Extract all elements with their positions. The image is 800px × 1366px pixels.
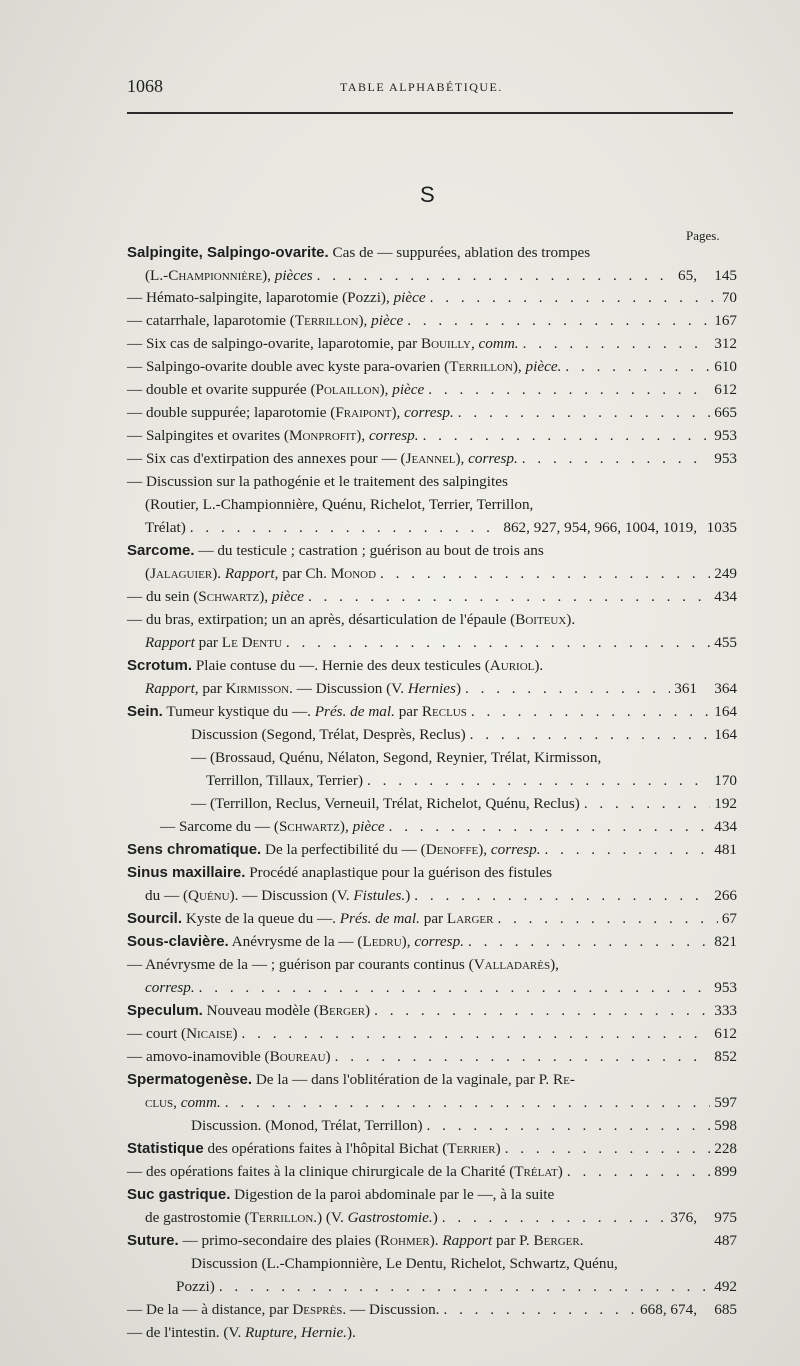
- index-line: Spermatogenèse. De la — dans l'oblitération de la vaginale, par P. Re-: [127, 1071, 575, 1088]
- index-line: Terrillon, Tillaux, Terrier) . . . 170: [206, 770, 737, 792]
- index-line: Pozzi) . . . 492: [176, 1276, 737, 1298]
- index-line: Speculum. Nouveau modèle (Berger) . . . 333: [127, 1000, 737, 1022]
- index-line: Discussion. (Monod, Trélat, Terrillon) . . . 598: [191, 1115, 737, 1137]
- index-line: (L.-Championnière), pièces . . . 65, 145: [145, 265, 737, 287]
- index-line: Rapport, par Kirmisson. — Discussion (V. Hernies) . . . 361 364: [145, 678, 737, 700]
- index-line: — Six cas d'extirpation des annexes pour — (Jeannel), corresp. . . . 953: [127, 448, 737, 470]
- index-line: — double et ovarite suppurée (Polaillon), pièce . . . 612: [127, 379, 737, 401]
- index-line: de gastrostomie (Terrillon.) (V. Gastrostomie.) . . . 376, 975: [145, 1207, 737, 1229]
- index-line: (Jalaguier). Rapport, par Ch. Monod . . . 249: [145, 563, 737, 585]
- index-line: — (Brossaud, Quénu, Nélaton, Segond, Reynier, Trélat, Kirmisson,: [191, 749, 602, 766]
- index-line: clus, comm. . . . 597: [145, 1092, 737, 1114]
- index-line: — catarrhale, laparotomie (Terrillon), pièce . . . 167: [127, 310, 737, 332]
- index-line: corresp. . . . 953: [145, 977, 737, 999]
- index-line: Suc gastrique. Digestion de la paroi abdominale par le —, à la suite: [127, 1186, 555, 1203]
- index-line: — du sein (Schwartz), pièce . . . 434: [127, 586, 737, 608]
- index-line: — de l'intestin. (V. Rupture, Hernie.).: [127, 1324, 356, 1341]
- entry-headword: Sous-clavière.: [127, 933, 229, 950]
- index-line: — Salpingites et ovarites (Monprofit), corresp. . . . 953: [127, 425, 737, 447]
- index-line: Trélat) . . . 862, 927, 954, 966, 1004, 1019, 1035: [145, 517, 737, 539]
- index-line: Statistique des opérations faites à l'hôpital Bichat (Terrier) . . . 228: [127, 1138, 737, 1160]
- index-line: (Routier, L.-Championnière, Quénu, Richelot, Terrier, Terrillon,: [145, 496, 534, 513]
- index-line: — court (Nicaise) . . . 612: [127, 1023, 737, 1045]
- index-line: Sous-clavière. Anévrysme de la — (Ledru), corresp. . . . 821: [127, 931, 737, 953]
- entry-headword: Spermatogenèse.: [127, 1071, 253, 1088]
- entry-headword: Sens chromatique.: [127, 841, 262, 858]
- index-line: Discussion (L.-Championnière, Le Dentu, Richelot, Schwartz, Quénu,: [191, 1255, 618, 1272]
- page-title: TABLE ALPHABÉTIQUE.: [340, 80, 503, 94]
- index-line: Rapport par Le Dentu . . . 455: [145, 632, 737, 654]
- entry-headword: Sinus maxillaire.: [127, 864, 246, 881]
- index-line: Suture. — primo-secondaire des plaies (Rohmer). Rapport par P. Berger. 487: [127, 1232, 737, 1249]
- index-line: — Salpingo-ovarite double avec kyste para-ovarien (Terrillon), pièce. . . . 610: [127, 356, 737, 378]
- index-line: Sein. Tumeur kystique du —. Prés. de mal. par Reclus . . . 164: [127, 701, 737, 723]
- entry-headword: Suc gastrique.: [127, 1186, 231, 1203]
- index-line: — du bras, extirpation; un an après, désarticulation de l'épaule (Boiteux).: [127, 611, 576, 628]
- index-line: Sourcil. Kyste de la queue du —. Prés. de mal. par Larger . . . 67: [127, 908, 737, 930]
- index-line: — des opérations faites à la clinique chirurgicale de la Charité (Trélat) . . . 899: [127, 1161, 737, 1183]
- index-line: — Hémato-salpingite, laparotomie (Pozzi), pièce . . . 70: [127, 287, 737, 309]
- index-line: Sens chromatique. De la perfectibilité du — (Denoffe), corresp. . . . 481: [127, 839, 737, 861]
- index-line: — (Terrillon, Reclus, Verneuil, Trélat, Richelot, Quénu, Reclus) . . . 192: [191, 793, 737, 815]
- index-line: Sinus maxillaire. Procédé anaplastique pour la guérison des fistules: [127, 864, 553, 881]
- index-line: — Six cas de salpingo-ovarite, laparotomie, par Bouilly, comm. . . . 312: [127, 333, 737, 355]
- index-line: Scrotum. Plaie contuse du —. Hernie des deux testicules (Auriol).: [127, 657, 544, 674]
- index-line: — Discussion sur la pathogénie et le traitement des salpingites: [127, 473, 508, 490]
- entry-headword: Speculum.: [127, 1002, 203, 1019]
- entry-headword: Statistique: [127, 1140, 204, 1157]
- entry-headword: Scrotum.: [127, 657, 193, 674]
- entry-headword: Sourcil.: [127, 910, 183, 927]
- entry-headword: Suture.: [127, 1232, 179, 1249]
- section-letter: S: [420, 182, 435, 207]
- index-line: Discussion (Segond, Trélat, Desprès, Reclus) . . . 164: [191, 724, 737, 746]
- index-line: du — (Quénu). — Discussion (V. Fistules.) . . . 266: [145, 885, 737, 907]
- entry-headword: Salpingite, Salpingo-ovarite.: [127, 244, 329, 261]
- page-number: 1068: [127, 76, 163, 96]
- index-line: — double suppurée; laparotomie (Fraipont), corresp. . . . 665: [127, 402, 737, 424]
- index-line: — amovo-inamovible (Boureau) . . . 852: [127, 1046, 737, 1068]
- header-rule: [127, 112, 733, 114]
- entry-headword: Sein.: [127, 703, 163, 720]
- index-line: — De la — à distance, par Desprès. — Discussion. . . . 668, 674, 685: [127, 1299, 737, 1321]
- entry-text: Cas de — suppurées, ablation des trompes: [328, 244, 591, 261]
- index-line: Sarcome. — du testicule ; castration ; guérison au bout de trois ans: [127, 542, 544, 559]
- entry-headword: Sarcome.: [127, 542, 195, 559]
- index-line: [127, 242, 737, 264]
- index-line: — Anévrysme de la — ; guérison par courants continus (Valladarès),: [127, 956, 559, 973]
- pages-column-header: Pages.: [686, 228, 720, 243]
- index-line: — Sarcome du — (Schwartz), pièce . . . 434: [160, 816, 737, 838]
